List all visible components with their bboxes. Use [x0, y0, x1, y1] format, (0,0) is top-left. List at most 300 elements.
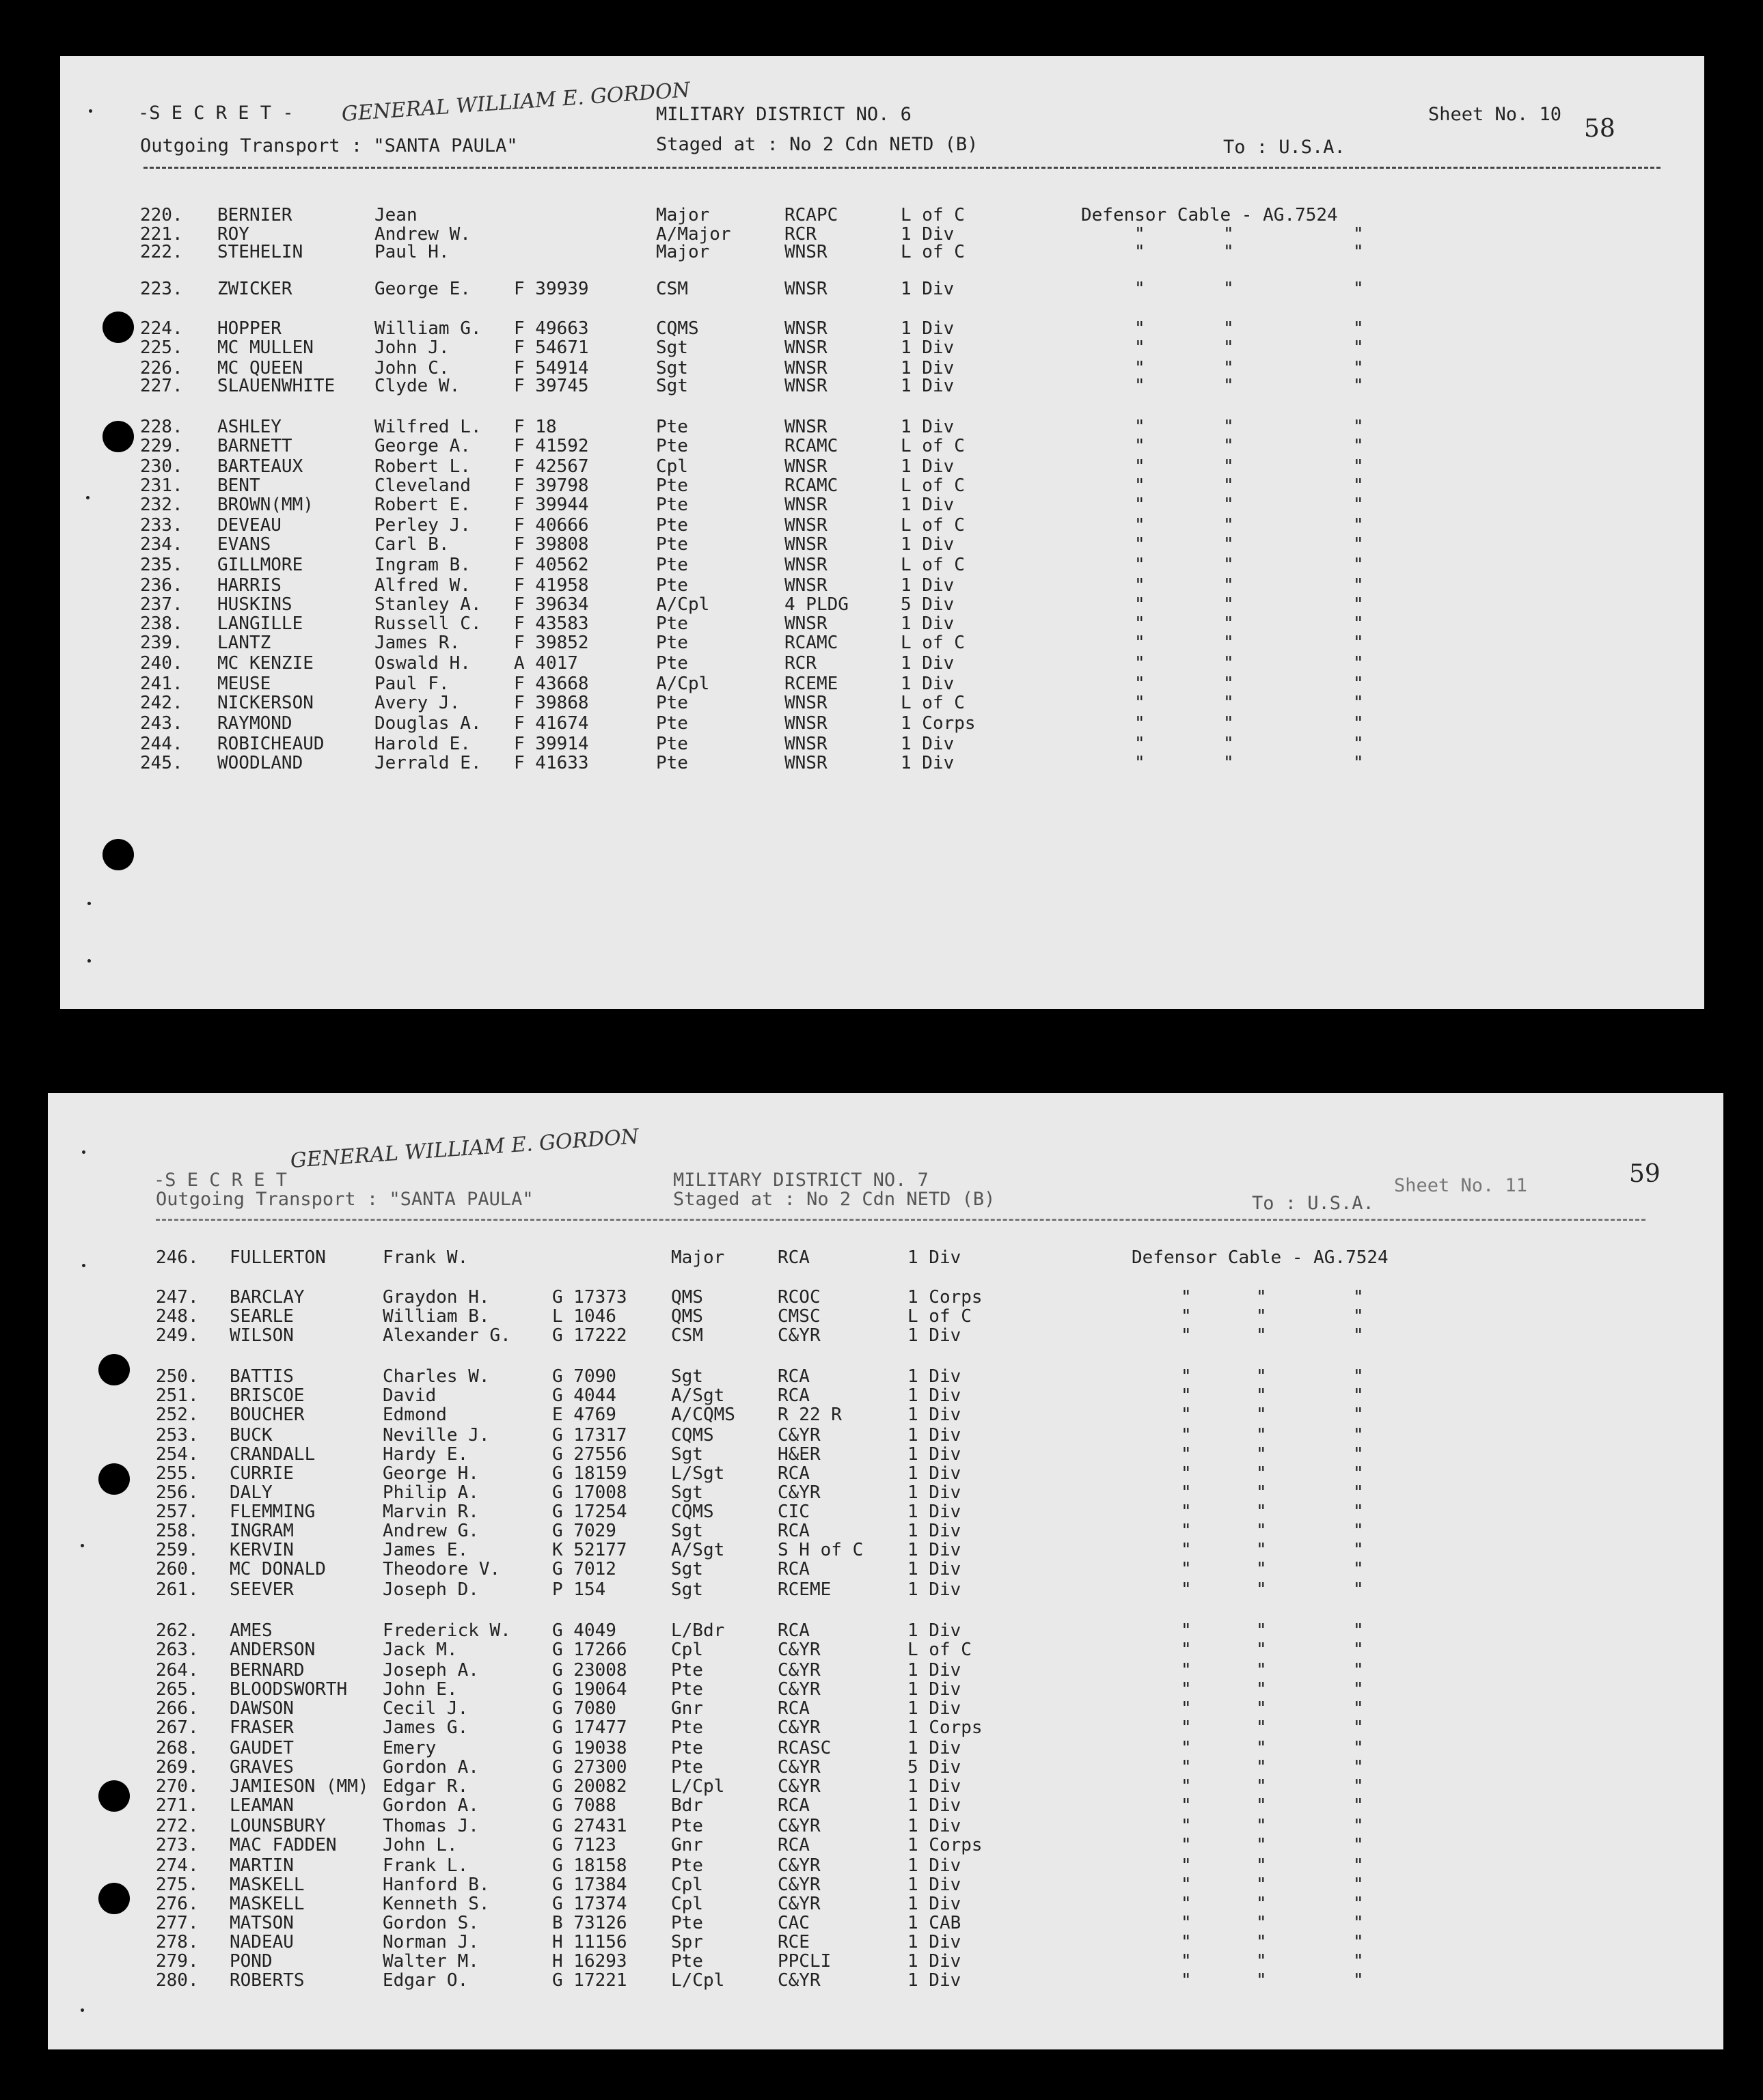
ditto-mark: ": [1353, 1894, 1364, 1914]
surname: HOPPER: [217, 318, 282, 339]
unit: WNSR: [784, 575, 828, 596]
category: 1 Div: [907, 1620, 961, 1641]
service-number: G 17254: [552, 1502, 627, 1522]
row-number: 267.: [156, 1717, 199, 1738]
ditto-mark: ": [1181, 1640, 1192, 1660]
ditto-mark: ": [1223, 613, 1234, 634]
ditto-mark: ": [1134, 515, 1145, 536]
ditto-mark: ": [1353, 376, 1364, 396]
category: L of C: [901, 693, 965, 713]
rank: Pte: [656, 653, 688, 674]
ditto-mark: ": [1256, 1405, 1267, 1425]
ditto-mark: ": [1353, 242, 1364, 262]
surname: KERVIN: [230, 1540, 294, 1560]
row-number: 255.: [156, 1463, 199, 1484]
row-number: 263.: [156, 1640, 199, 1660]
row-number: 222.: [140, 242, 183, 262]
unit: RCA: [778, 1795, 810, 1816]
category: 1 Div: [907, 1816, 961, 1836]
surname: ROBICHEAUD: [217, 734, 325, 754]
unit: WNSR: [784, 613, 828, 634]
surname: MEUSE: [217, 674, 271, 694]
ditto-mark: ": [1256, 1660, 1267, 1681]
ditto-mark: ": [1353, 1757, 1364, 1778]
given-name: Ingram B.: [374, 555, 471, 575]
ditto-mark: ": [1181, 1698, 1192, 1719]
ditto-mark: ": [1134, 693, 1145, 713]
service-number: G 27556: [552, 1444, 627, 1465]
service-number: G 17477: [552, 1717, 627, 1738]
given-name: James E.: [383, 1540, 469, 1560]
category: 1 Div: [907, 1970, 961, 1991]
ditto-mark: ": [1134, 224, 1145, 245]
service-number: B 73126: [552, 1913, 627, 1933]
ditto-mark: ": [1353, 1502, 1364, 1522]
row-number: 232.: [140, 495, 183, 515]
margin-mark: [82, 1264, 85, 1267]
ditto-mark: ": [1256, 1559, 1267, 1579]
row-number: 246.: [156, 1247, 199, 1268]
ditto-mark: ": [1256, 1620, 1267, 1641]
surname: BENT: [217, 475, 260, 496]
category: 1 Div: [907, 1521, 961, 1541]
rank: A/Cpl: [656, 674, 710, 694]
category: 1 Div: [907, 1247, 961, 1268]
given-name: Stanley A.: [374, 594, 482, 615]
category: 1 Div: [901, 318, 955, 339]
given-name: John E.: [383, 1679, 458, 1700]
unit: C&YR: [778, 1325, 821, 1346]
surname: BARTEAUX: [217, 456, 303, 477]
category: 1 Div: [907, 1502, 961, 1522]
rank: Pte: [656, 436, 688, 456]
surname: MATSON: [230, 1913, 294, 1933]
ditto-mark: ": [1181, 1579, 1192, 1600]
category: 1 Div: [907, 1951, 961, 1972]
ditto-mark: ": [1181, 1679, 1192, 1700]
row-number: 247.: [156, 1287, 199, 1308]
unit: RCA: [778, 1620, 810, 1641]
rank: CQMS: [671, 1502, 714, 1522]
category: 1 Corps: [907, 1287, 983, 1308]
unit: C&YR: [778, 1482, 821, 1503]
rank: L/Cpl: [671, 1970, 725, 1991]
rank: A/CQMS: [671, 1405, 735, 1425]
ditto-mark: ": [1223, 534, 1234, 555]
rank: CSM: [656, 279, 688, 299]
ditto-mark: ": [1134, 417, 1145, 437]
row-number: 229.: [140, 436, 183, 456]
unit: C&YR: [778, 1717, 821, 1738]
surname: WILSON: [230, 1325, 294, 1346]
ditto-mark: ": [1353, 555, 1364, 575]
ditto-mark: ": [1223, 594, 1234, 615]
service-number: F 54914: [514, 358, 589, 378]
unit: WNSR: [784, 318, 828, 339]
row-number: 259.: [156, 1540, 199, 1560]
service-number: G 17221: [552, 1970, 627, 1991]
rank: Sgt: [671, 1444, 703, 1465]
given-name: Frank L.: [383, 1855, 469, 1876]
ditto-mark: ": [1181, 1855, 1192, 1876]
ditto-mark: ": [1353, 1620, 1364, 1641]
surname: ASHLEY: [217, 417, 282, 437]
service-number: G 19038: [552, 1738, 627, 1758]
rank: Major: [656, 242, 710, 262]
category: L of C: [901, 205, 965, 225]
ditto-mark: ": [1256, 1816, 1267, 1836]
ditto-mark: ": [1181, 1482, 1192, 1503]
unit: H&ER: [778, 1444, 821, 1465]
rank: QMS: [671, 1287, 703, 1308]
category: 1 Div: [907, 1679, 961, 1700]
rank: Spr: [671, 1932, 703, 1952]
rank: Pte: [656, 575, 688, 596]
unit: RCE: [778, 1932, 810, 1952]
rank: Pte: [656, 417, 688, 437]
ditto-mark: ": [1223, 693, 1234, 713]
row-number: 276.: [156, 1894, 199, 1914]
ditto-mark: ": [1353, 753, 1364, 773]
row-number: 268.: [156, 1738, 199, 1758]
surname: HUSKINS: [217, 594, 292, 615]
unit: C&YR: [778, 1640, 821, 1660]
margin-mark: [87, 902, 91, 905]
category: 1 Div: [901, 417, 955, 437]
surname: ROBERTS: [230, 1970, 305, 1991]
row-number: 230.: [140, 456, 183, 477]
service-number: G 17008: [552, 1482, 627, 1503]
ditto-mark: ": [1353, 1640, 1364, 1660]
service-number: F 43668: [514, 674, 589, 694]
row-number: 244.: [140, 734, 183, 754]
upper-list-sheet: [60, 56, 1704, 1009]
ditto-mark: ": [1134, 337, 1145, 358]
given-name: Marvin R.: [383, 1502, 479, 1522]
surname: EVANS: [217, 534, 271, 555]
row-number: 245.: [140, 753, 183, 773]
ditto-mark: ": [1353, 633, 1364, 653]
rank: Pte: [671, 1855, 703, 1876]
secret-marking: -S E C R E T -: [138, 102, 294, 124]
margin-mark: [86, 496, 90, 499]
row-number: 236.: [140, 575, 183, 596]
row-number: 270.: [156, 1776, 199, 1797]
given-name: Harold E.: [374, 734, 471, 754]
ditto-mark: ": [1223, 417, 1234, 437]
row-number: 225.: [140, 337, 183, 358]
row-number: 279.: [156, 1951, 199, 1972]
given-name: Hardy E.: [383, 1444, 469, 1465]
reference: Defensor Cable - AG.7524: [1132, 1247, 1389, 1268]
category: 1 Div: [901, 376, 955, 396]
rank: CQMS: [656, 318, 699, 339]
ditto-mark: ": [1181, 1540, 1192, 1560]
ditto-mark: ": [1256, 1679, 1267, 1700]
given-name: Russell C.: [374, 613, 482, 634]
reference: Defensor Cable - AG.7524: [1081, 205, 1338, 225]
rank: Cpl: [671, 1640, 703, 1660]
service-number: F 54671: [514, 337, 589, 358]
given-name: Graydon H.: [383, 1287, 490, 1308]
ditto-mark: ": [1353, 1855, 1364, 1876]
unit: R 22 R: [778, 1405, 842, 1425]
ditto-mark: ": [1353, 417, 1364, 437]
service-number: G 7090: [552, 1366, 616, 1387]
rank: L/Bdr: [671, 1620, 725, 1641]
ditto-mark: ": [1223, 575, 1234, 596]
ditto-mark: ": [1223, 515, 1234, 536]
margin-mark: [89, 109, 92, 113]
row-number: 260.: [156, 1559, 199, 1579]
ditto-mark: ": [1134, 436, 1145, 456]
unit: C&YR: [778, 1679, 821, 1700]
surname: CURRIE: [230, 1463, 294, 1484]
category: L of C: [907, 1640, 972, 1660]
unit: WNSR: [784, 734, 828, 754]
rank: Pte: [671, 1913, 703, 1933]
surname: FULLERTON: [230, 1247, 326, 1268]
unit: RCAMC: [784, 475, 838, 496]
surname: MC QUEEN: [217, 358, 303, 378]
category: L of C: [901, 633, 965, 653]
ditto-mark: ": [1181, 1366, 1192, 1387]
category: 1 Div: [907, 1795, 961, 1816]
service-number: F 39745: [514, 376, 589, 396]
page-number: 58: [1584, 115, 1615, 143]
secret-marking: -S E C R E T: [154, 1170, 288, 1191]
row-number: 272.: [156, 1816, 199, 1836]
given-name: George H.: [383, 1463, 479, 1484]
ditto-mark: ": [1256, 1738, 1267, 1758]
ditto-mark: ": [1223, 633, 1234, 653]
ditto-mark: ": [1353, 1717, 1364, 1738]
surname: RAYMOND: [217, 713, 292, 734]
surname: BERNARD: [230, 1660, 305, 1681]
given-name: James G.: [383, 1717, 469, 1738]
rank: A/Cpl: [656, 594, 710, 615]
category: 1 Div: [907, 1482, 961, 1503]
staged-at: Staged at : No 2 Cdn NETD (B): [673, 1189, 996, 1210]
unit: RCOC: [778, 1287, 821, 1308]
surname: GAUDET: [230, 1738, 294, 1758]
punch-hole: [98, 1883, 130, 1914]
ditto-mark: ": [1223, 376, 1234, 396]
surname: MAC FADDEN: [230, 1835, 337, 1855]
rank: A/Major: [656, 224, 731, 245]
row-number: 277.: [156, 1913, 199, 1933]
ditto-mark: ": [1256, 1325, 1267, 1346]
ditto-mark: ": [1134, 456, 1145, 477]
row-number: 258.: [156, 1521, 199, 1541]
category: 1 Div: [907, 1579, 961, 1600]
unit: WNSR: [784, 534, 828, 555]
category: 5 Div: [901, 594, 955, 615]
category: 1 Div: [907, 1855, 961, 1876]
given-name: Cleveland: [374, 475, 471, 496]
given-name: Edgar R.: [383, 1776, 469, 1797]
rank: Pte: [671, 1738, 703, 1758]
category: 1 CAB: [907, 1913, 961, 1933]
service-number: F 41674: [514, 713, 589, 734]
row-number: 275.: [156, 1875, 199, 1895]
given-name: Neville J.: [383, 1425, 490, 1446]
row-number: 226.: [140, 358, 183, 378]
ditto-mark: ": [1223, 358, 1234, 378]
unit: CAC: [778, 1913, 810, 1933]
surname: DEVEAU: [217, 515, 282, 536]
rank: Pte: [671, 1679, 703, 1700]
ditto-mark: ": [1181, 1325, 1192, 1346]
surname: MC MULLEN: [217, 337, 314, 358]
ditto-mark: ": [1134, 633, 1145, 653]
ditto-mark: ": [1223, 753, 1234, 773]
ditto-mark: ": [1223, 495, 1234, 515]
service-number: F 49663: [514, 318, 589, 339]
ditto-mark: ": [1181, 1287, 1192, 1308]
ditto-mark: ": [1223, 475, 1234, 496]
ditto-mark: ": [1181, 1932, 1192, 1952]
ditto-mark: ": [1353, 534, 1364, 555]
surname: STEHELIN: [217, 242, 303, 262]
unit: RCA: [778, 1521, 810, 1541]
ditto-mark: ": [1353, 1913, 1364, 1933]
given-name: Wilfred L.: [374, 417, 482, 437]
row-number: 237.: [140, 594, 183, 615]
ditto-mark: ": [1181, 1620, 1192, 1641]
service-number: G 23008: [552, 1660, 627, 1681]
service-number: G 7123: [552, 1835, 616, 1855]
row-number: 253.: [156, 1425, 199, 1446]
category: 1 Div: [907, 1366, 961, 1387]
ditto-mark: ": [1353, 1287, 1364, 1308]
given-name: Frank W.: [383, 1247, 469, 1268]
category: 1 Corps: [907, 1835, 983, 1855]
unit: C&YR: [778, 1816, 821, 1836]
surname: JAMIESON (MM): [230, 1776, 369, 1797]
ditto-mark: ": [1353, 1660, 1364, 1681]
unit: RCA: [778, 1698, 810, 1719]
ditto-mark: ": [1223, 337, 1234, 358]
given-name: Edgar O.: [383, 1970, 469, 1991]
unit: C&YR: [778, 1875, 821, 1895]
ditto-mark: ": [1353, 1932, 1364, 1952]
rank: CSM: [671, 1325, 703, 1346]
row-number: 261.: [156, 1579, 199, 1600]
row-number: 274.: [156, 1855, 199, 1876]
unit: WNSR: [784, 417, 828, 437]
ditto-mark: ": [1223, 653, 1234, 674]
category: 1 Div: [907, 1425, 961, 1446]
unit: RCA: [778, 1463, 810, 1484]
category: 1 Div: [907, 1405, 961, 1425]
surname: ZWICKER: [217, 279, 292, 299]
ditto-mark: ": [1134, 376, 1145, 396]
unit: WNSR: [784, 753, 828, 773]
ditto-mark: ": [1353, 1482, 1364, 1503]
rank: Sgt: [671, 1559, 703, 1579]
rank: Sgt: [671, 1521, 703, 1541]
surname: MC DONALD: [230, 1559, 326, 1579]
rank: A/Sgt: [671, 1385, 725, 1406]
surname: ANDERSON: [230, 1640, 316, 1660]
destination: To : U.S.A.: [1252, 1193, 1374, 1214]
category: 1 Div: [901, 613, 955, 634]
surname: BUCK: [230, 1425, 273, 1446]
ditto-mark: ": [1181, 1717, 1192, 1738]
unit: WNSR: [784, 242, 828, 262]
service-number: G 18159: [552, 1463, 627, 1484]
category: L of C: [901, 475, 965, 496]
row-number: 250.: [156, 1366, 199, 1387]
surname: GILLMORE: [217, 555, 303, 575]
ditto-mark: ": [1256, 1366, 1267, 1387]
header-rule: [156, 1219, 1645, 1221]
ditto-mark: ": [1353, 653, 1364, 674]
ditto-mark: ": [1256, 1970, 1267, 1991]
row-number: 273.: [156, 1835, 199, 1855]
row-number: 262.: [156, 1620, 199, 1641]
category: 1 Div: [901, 495, 955, 515]
ditto-mark: ": [1256, 1795, 1267, 1816]
ditto-mark: ": [1353, 713, 1364, 734]
ditto-mark: ": [1353, 1405, 1364, 1425]
ditto-mark: ": [1353, 1816, 1364, 1836]
service-number: F 40562: [514, 555, 589, 575]
unit: RCA: [778, 1247, 810, 1268]
surname: WOODLAND: [217, 753, 303, 773]
ditto-mark: ": [1353, 1425, 1364, 1446]
service-number: P 154: [552, 1579, 606, 1600]
unit: 4 PLDG: [784, 594, 849, 615]
given-name: George A.: [374, 436, 471, 456]
transport-line: Outgoing Transport : "SANTA PAULA": [156, 1189, 534, 1210]
rank: Sgt: [656, 358, 688, 378]
ditto-mark: ": [1181, 1425, 1192, 1446]
ditto-mark: ": [1181, 1913, 1192, 1933]
category: 1 Div: [901, 224, 955, 245]
page-number: 59: [1629, 1160, 1660, 1188]
service-number: H 11156: [552, 1932, 627, 1952]
unit: WNSR: [784, 713, 828, 734]
ditto-mark: ": [1256, 1540, 1267, 1560]
category: 1 Div: [907, 1463, 961, 1484]
service-number: F 41958: [514, 575, 589, 596]
category: 1 Div: [907, 1698, 961, 1719]
row-number: 254.: [156, 1444, 199, 1465]
service-number: G 7029: [552, 1521, 616, 1541]
ditto-mark: ": [1353, 1444, 1364, 1465]
surname: BARNETT: [217, 436, 292, 456]
unit: C&YR: [778, 1660, 821, 1681]
unit: WNSR: [784, 279, 828, 299]
rank: Pte: [656, 555, 688, 575]
rank: Pte: [671, 1816, 703, 1836]
ditto-mark: ": [1353, 1540, 1364, 1560]
row-number: 233.: [140, 515, 183, 536]
ditto-mark: ": [1353, 1521, 1364, 1541]
given-name: Alexander G.: [383, 1325, 511, 1346]
row-number: 269.: [156, 1757, 199, 1778]
ditto-mark: ": [1223, 456, 1234, 477]
ditto-mark: ": [1223, 713, 1234, 734]
given-name: Walter M.: [383, 1951, 479, 1972]
service-number: G 17374: [552, 1894, 627, 1914]
category: 1 Div: [907, 1932, 961, 1952]
unit: RCR: [784, 653, 817, 674]
category: 1 Div: [907, 1325, 961, 1346]
service-number: G 17266: [552, 1640, 627, 1660]
